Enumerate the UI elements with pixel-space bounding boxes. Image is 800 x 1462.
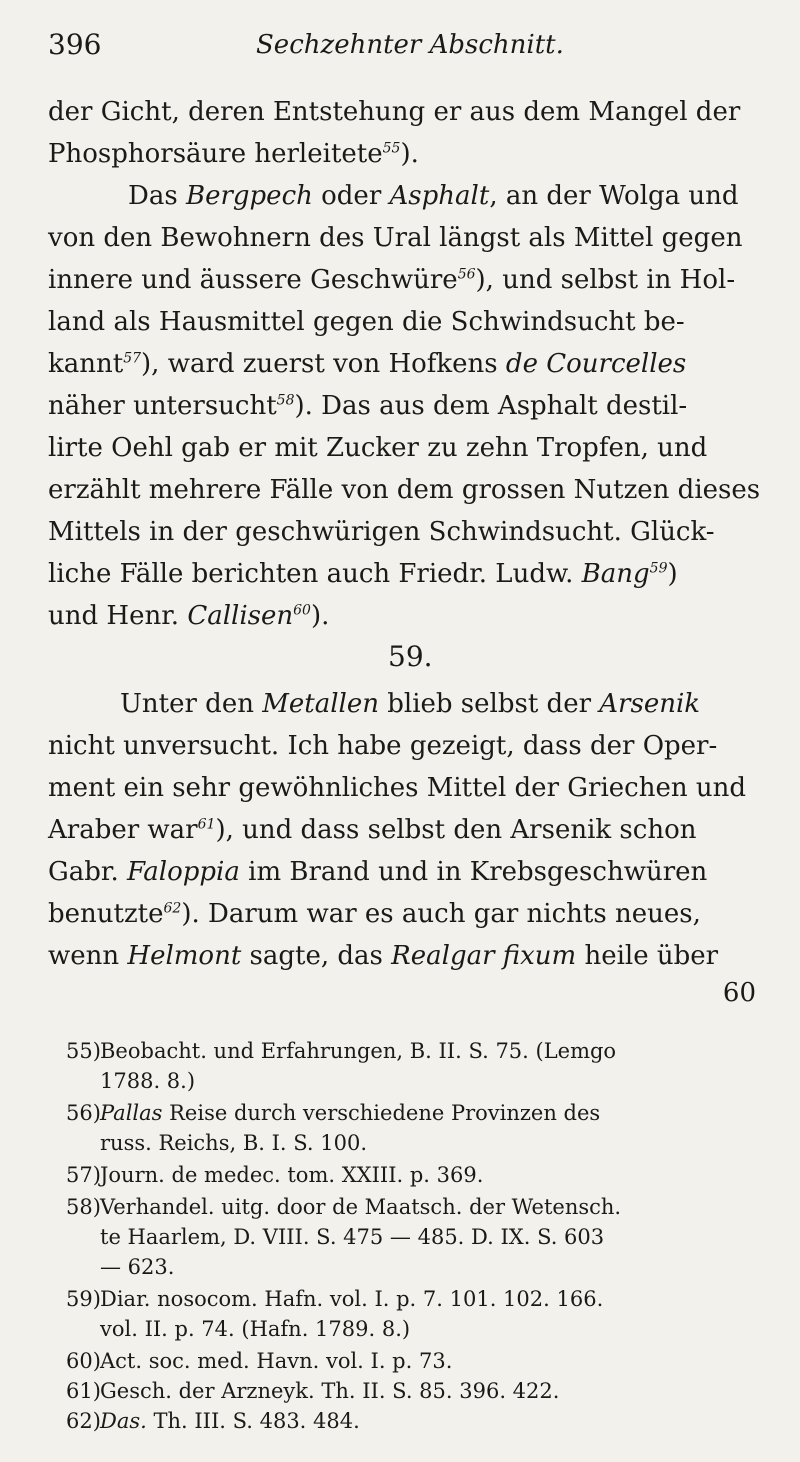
- text-line: und Henr. Callisen$^{60}$).: [48, 601, 330, 631]
- text-line: ment ein sehr gewöhnliches Mittel der Griechen und: [48, 773, 747, 803]
- footnote-58-cont: — 623.: [100, 1255, 175, 1279]
- footnote-ref: 55: [382, 140, 401, 157]
- text-line: kannt$^{57}$), ward zuerst von Hofkens de Courcelles: [48, 349, 687, 379]
- text-line: Araber war$^{61}$), und dass selbst den Arsenik schon: [48, 815, 697, 845]
- running-title: Sechzehnter Abschnitt.: [256, 30, 564, 60]
- footnote-55: 55)Beobacht. und Erfahrungen, B. II. S. 75. (Lemgo: [66, 1039, 617, 1063]
- text-line: liche Fälle berichten auch Friedr. Ludw. Bang$^{59}$): [48, 559, 678, 589]
- text-line: innere und äussere Geschwüre$^{56}$), und selbst in Hol-: [48, 265, 736, 295]
- text-line: Phosphorsäure herleitete$^{55}$).: [48, 139, 419, 169]
- text-line: der Gicht, deren Entstehung er aus dem Mangel der: [48, 97, 741, 127]
- text-line: Gabr. Faloppia im Brand und in Krebsgeschwüren: [48, 857, 708, 887]
- footnote-ref: 59: [649, 560, 668, 577]
- footnote-56: 56)Pallas Reise durch verschiedene Provinzen des: [66, 1101, 601, 1125]
- page-number: 396: [48, 28, 102, 61]
- footnote-57: 57)Journ. de medec. tom. XXIII. p. 369.: [66, 1163, 484, 1187]
- page-header: [48, 28, 748, 68]
- catchword: 60: [722, 978, 756, 1008]
- text-line: nicht unversucht. Ich habe gezeigt, dass der Oper-: [48, 731, 718, 761]
- footnote-58-cont: te Haarlem, D. VIII. S. 475 — 485. D. IX. S. 603: [100, 1225, 605, 1249]
- text-line: lirte Oehl gab er mit Zucker zu zehn Tropfen, und: [48, 433, 708, 463]
- footnote-55-cont: 1788. 8.): [100, 1069, 196, 1093]
- footnote-60: 60)Act. soc. med. Havn. vol. I. p. 73.: [66, 1349, 453, 1373]
- footnote-ref: 62: [163, 900, 182, 917]
- text-line: von den Bewohnern des Ural längst als Mittel gegen: [48, 223, 743, 253]
- footnote-58: 58)Verhandel. uitg. door de Maatsch. der Wetensch.: [66, 1195, 622, 1219]
- text-line: Das Bergpech oder Asphalt, an der Wolga und: [128, 181, 739, 211]
- text-line: Mittels in der geschwürigen Schwindsucht. Glück-: [48, 517, 715, 547]
- text-line: Unter den Metallen blieb selbst der Arsenik: [120, 689, 701, 719]
- footnote-ref: 60: [293, 602, 311, 619]
- section-number: 59.: [388, 640, 433, 673]
- footnote-59: 59)Diar. nosocom. Hafn. vol. I. p. 7. 101. 102. 166.: [66, 1287, 604, 1311]
- footnote-ref: 57: [123, 350, 142, 367]
- footnote-ref: 56: [457, 266, 476, 283]
- footnote-ref: 61: [197, 816, 216, 833]
- text-line: wenn Helmont sagte, das Realgar fixum heile über: [48, 941, 719, 971]
- footnote-ref: 58: [276, 392, 295, 409]
- footnote-62: 62)Das. Th. III. S. 483. 484.: [66, 1409, 360, 1433]
- text-line: benutzte$^{62}$). Darum war es auch gar nichts neues,: [48, 899, 701, 929]
- text-line: näher untersucht$^{58}$). Das aus dem Asphalt destil-: [48, 391, 688, 421]
- footnote-56-cont: russ. Reichs, B. I. S. 100.: [100, 1131, 368, 1155]
- footnote-61: 61)Gesch. der Arzneyk. Th. II. S. 85. 396. 422.: [66, 1379, 560, 1403]
- text-line: land als Hausmittel gegen die Schwindsucht be-: [48, 307, 685, 337]
- footnote-59-cont: vol. II. p. 74. (Hafn. 1789. 8.): [100, 1317, 411, 1341]
- text-line: erzählt mehrere Fälle von dem grossen Nutzen dieses: [48, 475, 761, 505]
